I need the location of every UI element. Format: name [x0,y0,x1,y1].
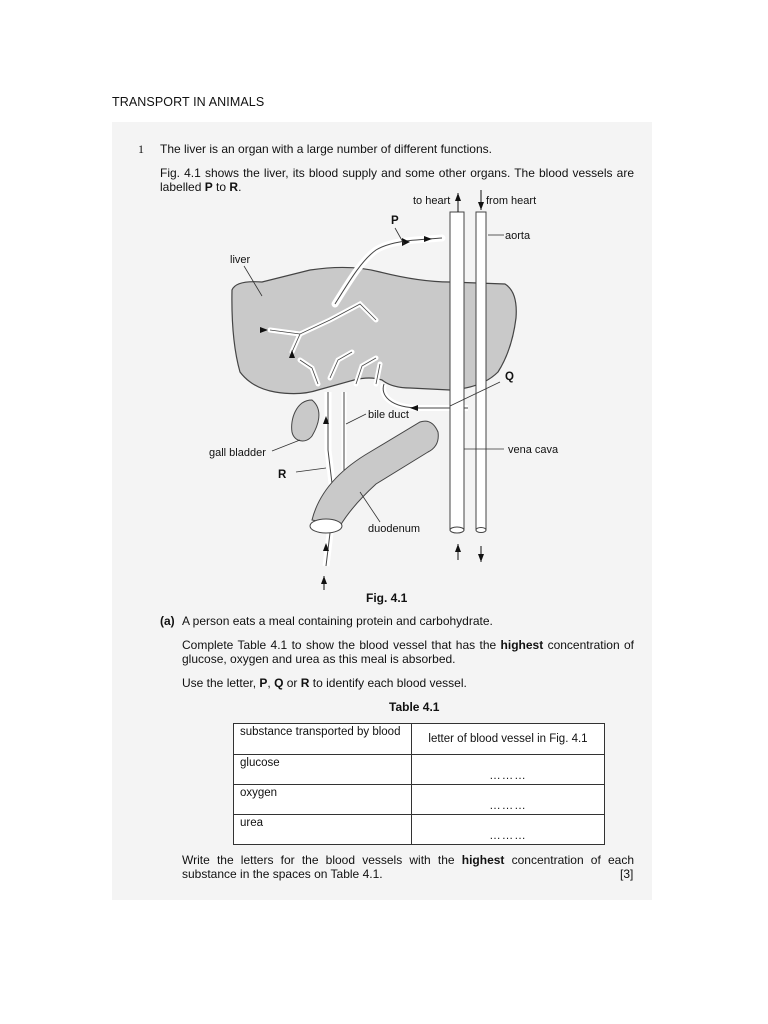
page-header-title: TRANSPORT IN ANIMALS [112,95,265,109]
instr2-r: R [300,676,310,690]
table-row [234,755,605,785]
final-instruction [182,853,634,868]
question-number: 1 [138,142,144,156]
final-pre: Write the letters for the blood vessels with the [182,853,462,867]
instr2-or: or [283,676,301,690]
fig-intro-text: labelled [160,180,205,194]
fig-intro-line1: Fig. 4.1 shows the liver, its blood supply and some other organs. The blood vessels are [160,166,634,180]
part-a-stem: A person eats a meal containing protein and carbohydrate. [182,614,493,628]
table-title: Table 4.1 [389,700,440,714]
question-intro: The liver is an organ with a large number of different functions. [160,142,492,156]
table-cell-substance: urea [234,815,412,845]
fig-intro-p: P [204,180,213,194]
label-r: R [278,469,287,481]
vena-cava [450,212,464,530]
final-instruction-line2: substance in the spaces on Table 4.1. [182,867,383,881]
answer-blank-glucose[interactable]: ……… [412,755,605,785]
label-aorta: aorta [505,230,531,242]
instr2-q: Q [274,676,284,690]
table-cell-substance: oxygen [234,785,412,815]
fig-intro-to: to [212,180,230,194]
label-from-heart: from heart [486,195,537,207]
label-liver: liver [230,254,251,266]
label-bile-duct: bile duct [368,409,409,421]
aorta [476,212,486,530]
label-p: P [391,215,399,227]
final-post: concentration of each [504,853,635,867]
portal-vein-r [326,392,334,566]
part-a-instruction-1-line2: glucose, oxygen and urea as this meal is absorbed. [182,652,456,666]
instr2-sep: , [267,676,275,690]
answer-blank-oxygen[interactable]: ……… [412,785,605,815]
part-a-instruction-1 [182,638,634,653]
fig-intro-end: . [238,180,242,194]
label-q: Q [505,371,514,383]
marks-indicator: [3] [620,867,634,881]
instr1-pre: Complete Table 4.1 to show the blood vessel that has the [182,638,501,652]
figure-caption: Fig. 4.1 [366,591,408,605]
final-bold: highest [461,853,505,867]
label-duodenum: duodenum [368,523,420,535]
table-4-1 [233,723,605,845]
label-gall-bladder: gall bladder [209,447,266,459]
label-to-heart: to heart [413,195,451,207]
gall-bladder-shape [292,400,319,441]
table-header-substance: substance transported by blood [234,724,412,755]
instr1-bold: highest [500,638,544,652]
table-row [234,815,605,845]
label-vena-cava: vena cava [508,444,559,456]
instr2-post: to identify each blood vessel. [309,676,467,690]
instr2-pre: Use the letter, [182,676,260,690]
instr1-post: concentration of [543,638,634,652]
table-header-letter: letter of blood vessel in Fig. 4.1 [412,724,605,755]
instr2-p: P [259,676,268,690]
table-cell-substance: glucose [234,755,412,785]
part-a-instruction-2 [182,676,467,691]
fig-intro-r: R [229,180,239,194]
part-a-marker: (a) [160,614,175,628]
answer-blank-urea[interactable]: ……… [412,815,605,845]
table-header-row [234,724,605,755]
table-row [234,785,605,815]
